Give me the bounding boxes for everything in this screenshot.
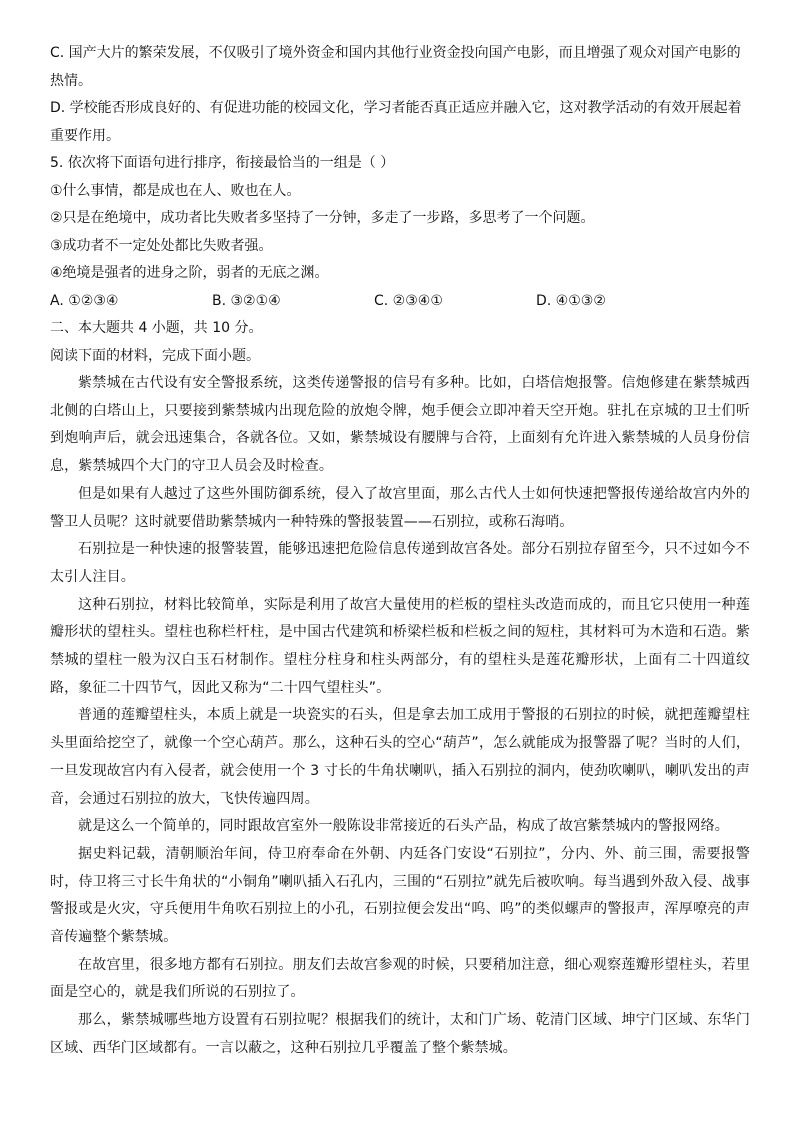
q5-option-b: B. ③②①④: [212, 292, 281, 309]
q5-options: [50, 288, 750, 316]
section-heading: 二、本大题共 4 小题，共 10 分。: [50, 320, 263, 336]
passage-paragraph-1: 紫禁城在古代设有安全警报系统，这类传递警报的信号有多种。比如，白塔信炮报警。信炮修建在紫禁城西北侧的白塔山上，只要接到紫禁城内出现危险的放炮令牌，炮手便会立即冲着天空开炮。驻扎在京城的卫士们听到炮响声后，就会迅速集合，各就各位。又如，紫禁城设有腰牌与合符，上面刻有允许进入紫禁城的人员身份信息，紫禁城四个大门的守卫人员会及时检查。: [50, 375, 750, 475]
passage-paragraph-6: 就是这么一个简单的，同时跟故宫室外一般陈设非常接近的石头产品，构成了故宫紫禁城内的警报网络。: [78, 818, 729, 835]
q5-option-d: D. ④①③②: [536, 292, 606, 309]
exam-page: [50, 40, 750, 1063]
q4-option-d: D. 学校能否形成良好的、有促进功能的校园文化，学习者能否真正适应并融入它，这对教学活动的有效开展起着重要作用。: [50, 100, 742, 144]
q5-option-a: A. ①②③④: [50, 292, 119, 309]
passage-paragraph-4: 这种石别拉，材料比较简单，实际是利用了故宫大量使用的栏板的望柱头改造而成的，而且它只使用一种莲瓣形状的望柱头。望柱也称栏杆柱，是中国古代建筑和桥梁栏板和栏板之间的短柱，其材料可为木造和石造。紫禁城的望柱一般为汉白玉石材制作。望柱分柱身和柱头两部分，有的望柱头是莲花瓣形状，上面有二十四道纹路，象征二十四节气，因此又称为“二十四气望柱头”。: [50, 596, 750, 696]
q5-sentence-2: ②只是在绝境中，成功者比失败者多坚持了一分钟，多走了一步路，多思考了一个问题。: [50, 210, 595, 226]
passage-paragraph-9: 那么，紫禁城哪些地方设置有石别拉呢？根据我们的统计，太和门广场、乾清门区域、坤宁门区域、东华门区域、西华门区域都有。一言以蔽之，这种石别拉几乎覆盖了整个紫禁城。: [50, 1012, 750, 1056]
q4-option-c: C. 国产大片的繁荣发展，不仅吸引了境外资金和国内其他行业资金投向国产电影，而且增强了观众对国产电影的热情。: [50, 45, 741, 89]
q5-option-c: C. ②③④①: [374, 292, 443, 309]
passage-paragraph-5: 普通的莲瓣望柱头，本质上就是一块瓷实的石头，但是拿去加工成用于警报的石别拉的时候，就把莲瓣望柱头里面给挖空了，就像一个空心葫芦。那么，这种石头的空心“葫芦”，怎么就能成为报警器了呢？当时的人们，一旦发现故宫内有入侵者，就会使用一个 3 寸长的牛角状喇叭，插入石别拉的洞内，使劲吹喇叭，喇叭发出的声音，会通过石别拉的放大，飞快传遍四周。: [50, 707, 750, 807]
q5-sentence-4: ④绝境是强者的进身之阶，弱者的无底之渊。: [50, 265, 329, 281]
passage-paragraph-2: 但是如果有人越过了这些外围防御系统，侵入了故宫里面，那么古代人士如何快速把警报传递给故宫内外的警卫人员呢？这时就要借助紫禁城内一种特殊的警报装置——石别拉，或称石海哨。: [50, 485, 750, 530]
passage-paragraph-3: 石别拉是一种快速的报警装置，能够迅速把危险信息传递到故宫各处。部分石别拉存留至今，只不过如今不太引人注目。: [50, 541, 750, 585]
passage-paragraph-7: 据史料记载，清朝顺治年间，侍卫府奉命在外朝、内廷各门安设“石别拉”，分内、外、前三围，需要报警时，侍卫将三寸长牛角状的“小铜角”喇叭插入石孔内，三围的“石别拉”就先后被吹响。每当遇到外敌入侵、战事警报或是火灾，守兵便用牛角吹石别拉上的小孔，石别拉便会发出“呜、呜”的类似螺声的警报声，浑厚嘹亮的声音传遍整个紫禁城。: [50, 845, 750, 946]
passage-paragraph-8: 在故宫里，很多地方都有石别拉。朋友们去故宫参观的时候，只要稍加注意，细心观察莲瓣形望柱头，若里面是空心的，就是我们所说的石别拉了。: [50, 956, 750, 1001]
q5-sentence-3: ③成功者不一定处处都比失败者强。: [50, 237, 273, 254]
reading-instruction: 阅读下面的材料，完成下面小题。: [50, 347, 260, 364]
q5-stem: 5. 依次将下面语句进行排序，衔接最恰当的一组是（ ）: [50, 155, 395, 171]
q5-sentence-1: ①什么事情，都是成也在人、败也在人。: [50, 182, 301, 199]
